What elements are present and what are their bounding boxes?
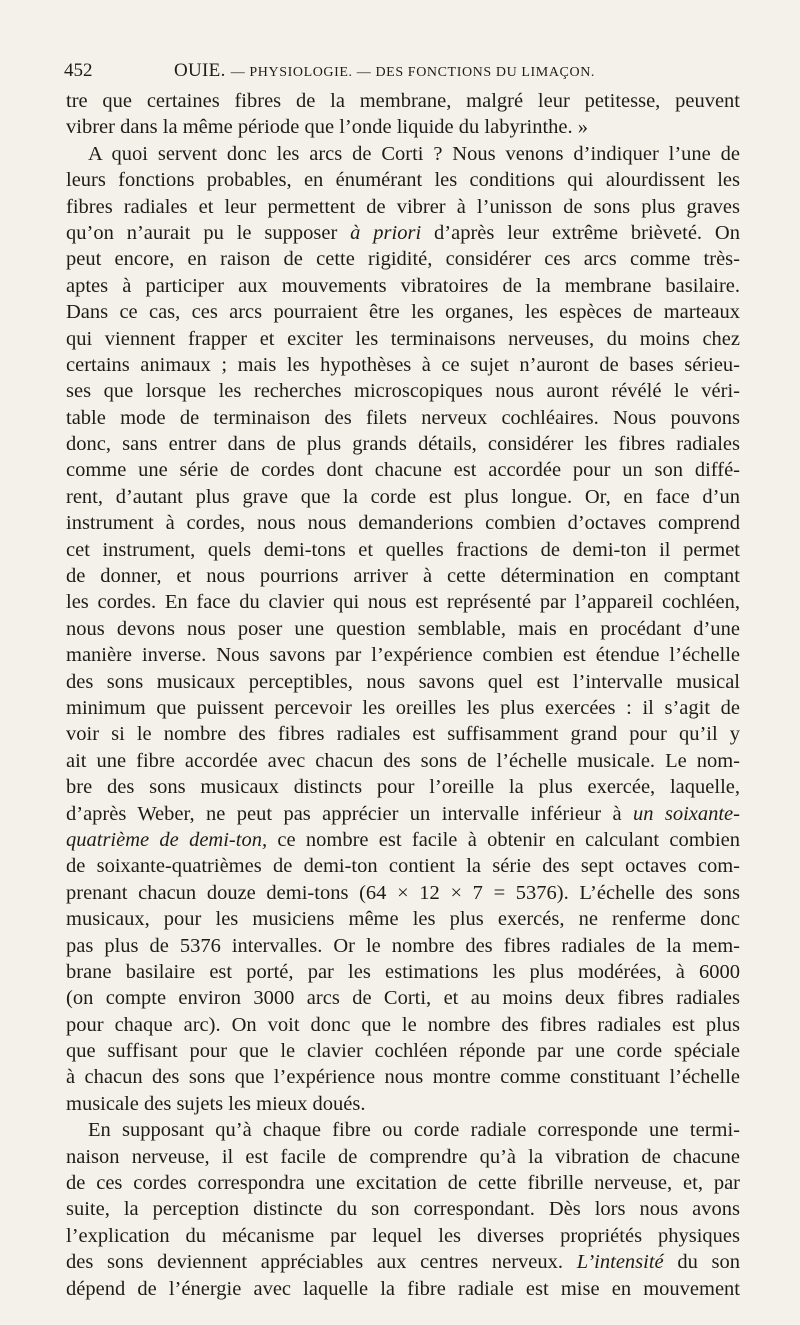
text-line-content: comme une série de cordes dont chacune est accordée pour un son diffé- (66, 459, 740, 482)
page-number: 452 (64, 60, 93, 81)
text-line (66, 1091, 740, 1117)
text-line-content: de donner, et nous pourrions arriver à cette détermination en comptant (66, 565, 740, 588)
text-line (66, 378, 740, 404)
text-line-content: tre que certaines fibres de la membrane, malgré leur petitesse, peuvent (66, 90, 740, 112)
text-line (66, 906, 740, 932)
text-line (66, 510, 740, 536)
text-line-content: suite, la perception distincte du son correspondant. Dès lors nous avons (66, 1198, 740, 1221)
text-line-content: En supposant qu’à chaque fibre ou corde radiale corresponde une termi- (88, 1119, 740, 1142)
text-line (66, 959, 740, 985)
text-line-content: nous devons nous poser une question semblable, mais en procédant d’une (66, 617, 740, 640)
text-line (66, 642, 740, 668)
text-line (66, 194, 740, 220)
text-line (66, 299, 740, 325)
text-line-content: donc, sans entrer dans de plus grands détails, considérer les fibres radiales (66, 433, 740, 456)
text-line (66, 246, 740, 272)
text-line-content: leurs fonctions probables, en énumérant les conditions qui alourdissent les (66, 169, 740, 192)
text-line (66, 484, 740, 510)
running-title (174, 60, 595, 82)
text-line (66, 326, 740, 352)
text-line (66, 352, 740, 378)
text-line-content: des sons deviennent appréciables aux centres nerveux. (66, 1251, 577, 1274)
text-line-italic: L’intensité (576, 1251, 664, 1274)
text-line (66, 1038, 740, 1064)
text-line-content: fibres radiales et leur permettent de vibrer à l’unisson de sons plus graves (66, 195, 740, 218)
text-line (66, 537, 740, 563)
running-title-rest: — PHYSIOLOGIE. — DES FONCTIONS DU LIMAÇON. (230, 65, 596, 80)
text-line (66, 405, 740, 431)
text-line (66, 669, 740, 695)
text-line (66, 1249, 740, 1275)
text-line (66, 114, 740, 140)
text-line (66, 933, 740, 959)
text-line (66, 1064, 740, 1090)
text-line (66, 1012, 740, 1038)
text-line-content: A quoi servent donc les arcs de Corti ? Nous venons d’indiquer l’une de (88, 142, 740, 165)
text-line-content: qu’on n’aurait pu le supposer (66, 221, 351, 244)
text-line-content: minimum que puissent percevoir les oreilles les plus exercées : il s’agit de (66, 696, 740, 719)
text-line-content: aptes à participer aux mouvements vibratoires de la membrane basilaire. (66, 274, 740, 297)
text-line (66, 273, 740, 299)
text-line-content: ait une fibre accordée avec chacun des sons de l’échelle musicale. Le nom- (66, 749, 740, 772)
text-line (66, 220, 740, 246)
text-line (66, 1223, 740, 1249)
text-line (66, 1170, 740, 1196)
text-line-content: qui viennent frapper et exciter les terminaisons nerveuses, du moins chez (66, 327, 740, 350)
text-line-content: de soixante-quatrièmes de demi-ton contient la série des sept octaves com- (66, 855, 740, 878)
text-line-content: rent, d’autant plus grave que la corde est plus longue. Or, en face d’un (66, 485, 740, 508)
text-line (66, 88, 740, 114)
text-line (66, 801, 740, 827)
text-line-content: de ces cordes correspondra une excitation de cette fibrille nerveuse, et, par (66, 1172, 740, 1195)
text-line (66, 985, 740, 1011)
text-line (66, 774, 740, 800)
text-line (66, 457, 740, 483)
text-line-content: bre des sons musicaux distincts pour l’oreille la plus exercée, laquelle, (66, 776, 740, 799)
text-line-continuation: ce nombre est facile à obtenir en calculant combien (267, 828, 740, 851)
text-line-italic: un soixante- (632, 802, 740, 825)
text-line (66, 589, 740, 615)
text-line (66, 1144, 740, 1170)
text-line (66, 880, 740, 906)
text-line-content: à chacun des sons que l’expérience nous montre comme constituant l’échelle (66, 1066, 740, 1089)
text-line-content: l’explication du mécanisme par lequel les diverses propriétés physiques (66, 1224, 740, 1247)
running-title-main: OUIE. (174, 60, 226, 81)
text-line (66, 1196, 740, 1222)
text-line-content: prenant chacun douze demi-tons (64 × 12 × 7 = 5376). L’échelle des sons (66, 881, 740, 904)
text-line (66, 827, 740, 853)
text-line-content: brane basilaire est porté, par les estimations les plus modérées, à 6000 (66, 960, 740, 983)
text-line (66, 1276, 740, 1302)
text-line-content: cet instrument, quels demi-tons et quelles fractions de demi-ton il permet (66, 538, 740, 561)
text-line (66, 563, 740, 589)
text-line-content: instrument à cordes, nous nous demanderions combien d’octaves comprend (66, 512, 740, 535)
text-line-content: les cordes. En face du clavier qui nous est représenté par l’appareil cochléen, (66, 591, 740, 614)
text-line-content: peut encore, en raison de cette rigidité, considérer ces arcs comme très- (66, 248, 740, 271)
body-text (66, 88, 740, 1302)
text-line (66, 721, 740, 747)
text-line-content: des sons musicaux perceptibles, nous savons quel est l’intervalle musical (66, 670, 740, 693)
text-line-italic: à priori (350, 221, 422, 244)
text-line-content: musicaux, pour les musiciens même les plus exercés, ne renferme donc (66, 908, 740, 931)
text-line (66, 695, 740, 721)
text-line-continuation: du son (663, 1251, 740, 1274)
running-header (64, 58, 740, 86)
text-line-italic: quatrième de demi-ton, (66, 828, 268, 851)
text-line (66, 616, 740, 642)
text-line-content: pas plus de 5376 intervalles. Or le nombre des fibres radiales de la mem- (66, 934, 740, 957)
text-line-content: que suffisant pour que le clavier cochléen réponde par une corde spéciale (66, 1040, 740, 1063)
text-line-content: musicale des sujets les mieux doués. (66, 1092, 366, 1115)
text-line-content: voir si le nombre des fibres radiales est suffisamment grand pour qu’il y (66, 723, 740, 746)
text-line (66, 141, 740, 167)
text-line-content: d’après Weber, ne peut pas apprécier un intervalle inférieur à (66, 802, 633, 825)
text-line (66, 1117, 740, 1143)
text-line-content: Dans ce cas, ces arcs pourraient être les organes, les espèces de marteaux (66, 301, 740, 324)
text-line (66, 853, 740, 879)
text-line-content: ses que lorsque les recherches microscopiques nous auront révélé le véri- (66, 380, 740, 403)
text-line-content: manière inverse. Nous savons par l’expérience combien est étendue l’échelle (66, 644, 740, 667)
text-line (66, 167, 740, 193)
text-line-content: naison nerveuse, il est facile de comprendre qu’à la vibration de chacune (66, 1145, 740, 1168)
text-line-content: vibrer dans la même période que l’onde liquide du labyrinthe. » (66, 116, 589, 139)
text-line-content: (on compte environ 3000 arcs de Corti, et au moins deux fibres radiales (66, 987, 740, 1010)
text-line (66, 748, 740, 774)
text-line (66, 431, 740, 457)
text-line-continuation: d’après leur extrême brièveté. On (421, 221, 740, 244)
text-line-content: certains animaux ; mais les hypothèses à ce sujet n’auront de bases sérieu- (66, 353, 740, 376)
text-line-content: pour chaque arc). On voit donc que le nombre des fibres radiales est plus (66, 1013, 740, 1036)
text-line-content: dépend de l’énergie avec laquelle la fibre radiale est mise en mouvement (66, 1277, 740, 1300)
text-line-content: table mode de terminaison des filets nerveux cochléaires. Nous pouvons (66, 406, 740, 429)
